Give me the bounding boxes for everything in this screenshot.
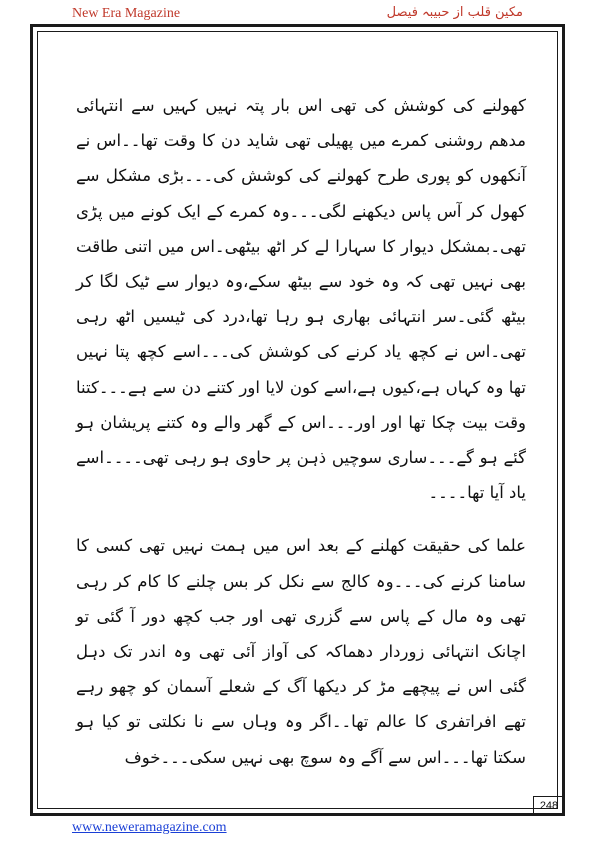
story-title: مکین قلب از حبیبہ فیصل (386, 5, 523, 20)
body-paragraph-1: کھولنے کی کوشش کی تھی اس بار پتہ نہیں کہیں سے انتہائی مدھم روشنی کمرے میں پھیلی تھی شاید دن کا وقت تھا۔۔اس نے آنکھوں کو پوری طرح کھولنے کی کوشش کی۔۔۔بڑی مشکل سے کھول کر آس پاس دیکھنے لگی۔۔۔وہ کمرے کے ایک کونے میں پڑی تھی۔بمشکل دیوار کا سہارا لے کر اٹھ بیٹھی۔اس میں اتنی طاقت بھی نہیں تھی کہ وہ خود سے بیٹھ سکے،وہ دیوار سے ٹیک لگا کر بیٹھ گئی۔سر انتہائی بھاری ہو رہا تھا،درد کی ٹیسیں اٹھ رہی تھی۔اس نے کچھ یاد کرنے کی کوشش کی۔۔۔اسے کچھ پتا نہیں تھا وہ کہاں ہے،کیوں ہے،اسے کون لایا اور کتنے دن سے ہے۔۔۔کتنا وقت بیت چکا تھا اور اور۔۔۔اس کے گھر والے وہ کتنے پریشان ہو گئے ہو گے۔۔۔ساری سوچیں ذہن پر حاوی ہو رہی تھی۔۔۔۔اسے یاد آیا تھا۔۔۔۔ (76, 96, 526, 503)
magazine-name: New Era Magazine (72, 6, 181, 21)
page-number: 248 (539, 800, 559, 812)
body-paragraph-2: علما کی حقیقت کھلنے کے بعد اس میں ہمت نہیں تھی کسی کا سامنا کرنے کی۔۔۔وہ کالج سے نکل کر بس چلنے کا کام کر رہی تھی وہ مال کے پاس سے گزری تھی اور جب کچھ دور آ گئی تو اچانک انتہائی زوردار دھماکہ کی آواز آئی تھی وہ اندر تک دہل گئی اس نے پیچھے مڑ کر دیکھا آگ کے شعلے آسمان کو چھو رہے تھے افراتفری کا عالم تھا۔۔اگر وہ وہاں سے نا نکلتی تو کیا ہو سکتا تھا۔۔۔اس سے آگے وہ سوچ بھی نہیں سکی۔۔۔خوف (76, 536, 526, 767)
website-link[interactable]: www.neweramagazine.com (72, 820, 227, 835)
story-body (76, 88, 526, 793)
